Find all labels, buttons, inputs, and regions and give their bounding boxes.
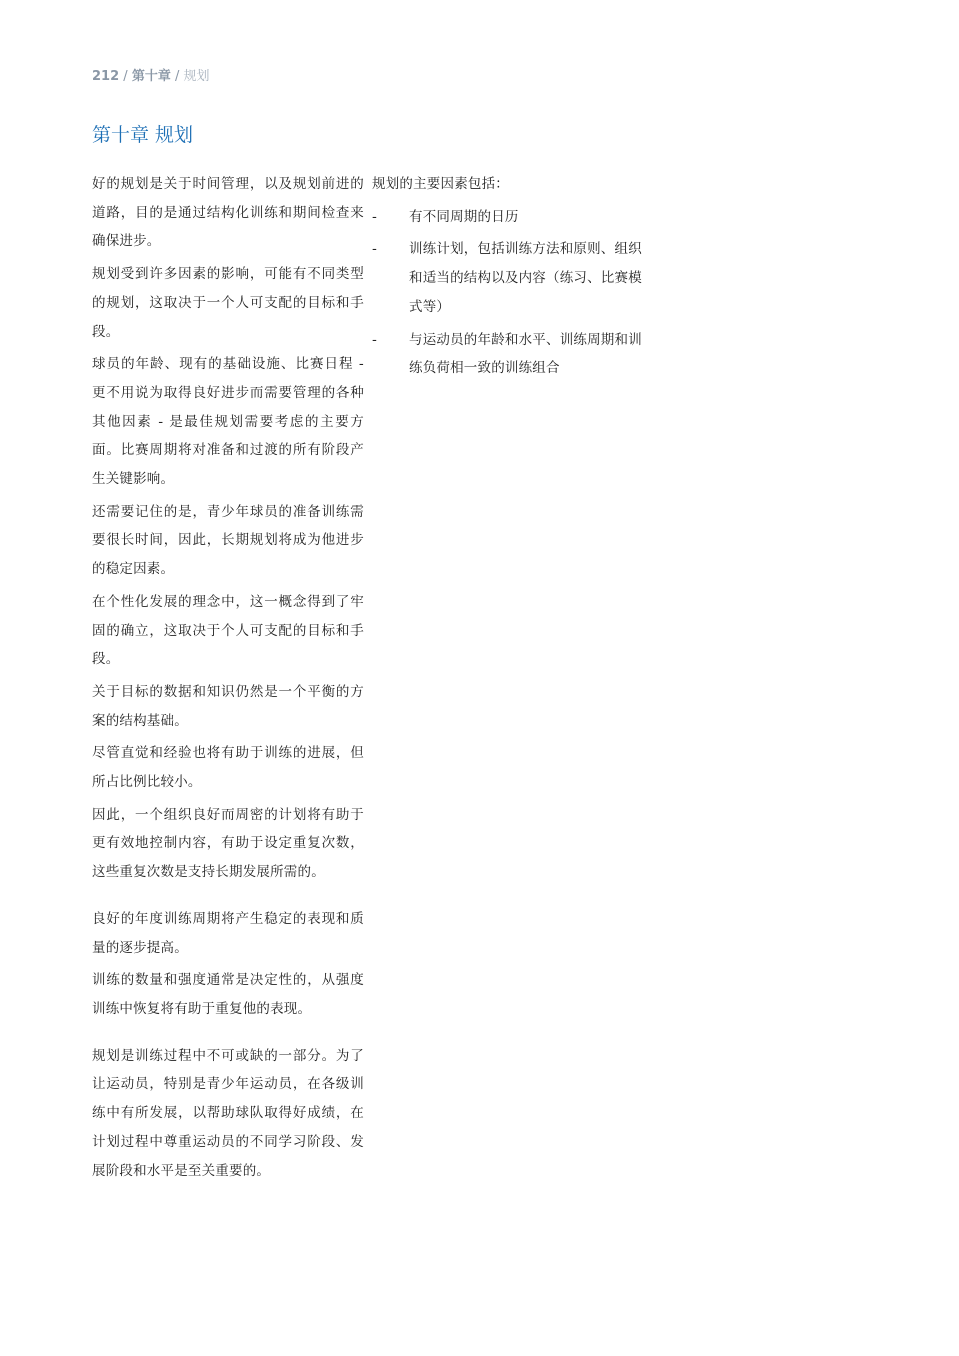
planning-factors-list xyxy=(372,203,642,383)
chapter-title: 第十章 规划 xyxy=(92,124,194,146)
body-paragraph: 良好的年度训练周期将产生稳定的表现和质量的逐步提高。 xyxy=(92,910,364,956)
dash-bullet: - xyxy=(372,241,378,258)
running-header xyxy=(92,68,210,86)
dash-bullet: - xyxy=(372,331,378,348)
body-paragraph: 球员的年龄、现有的基础设施、比赛日程 - 更不用说为取得良好进步而需要管理的各种其他因素 - 是最佳规划需要考虑的主要方面。比赛周期将对准备和过渡的所有阶段产生关键影响。 xyxy=(92,356,364,488)
body-paragraph: 关于目标的数据和知识仍然是一个平衡的方案的结构基础。 xyxy=(92,683,364,729)
body-paragraph: 训练的数量和强度通常是决定性的，从强度训练中恢复将有助于重复他的表现。 xyxy=(92,972,364,1017)
page-number: 212 xyxy=(92,69,120,84)
body-paragraph: 规划是训练过程中不可或缺的一部分。为了让运动员，特别是青少年运动员，在各级训练中有所发展，以帮助球队取得好成绩，在计划过程中尊重运动员的不同学习阶段、发展阶段和水平是至关重要的。 xyxy=(92,1047,364,1179)
header-chapter: 第十章 xyxy=(131,69,171,84)
body-paragraph: 还需要记住的是，青少年球员的准备训练需要很长时间，因此，长期规划将成为他进步的稳定因素。 xyxy=(92,503,364,578)
list-item-text: 训练计划，包括训练方法和原则、组织和适当的结构以及内容（练习、比赛模式等） xyxy=(409,241,642,315)
list-intro: 规划的主要因素包括： xyxy=(372,176,509,192)
dash-bullet: - xyxy=(372,208,378,225)
left-column xyxy=(92,170,364,1189)
list-item xyxy=(372,326,642,383)
body-paragraph: 尽管直觉和经验也将有助于训练的进展，但所占比例比较小。 xyxy=(92,745,364,791)
list-item xyxy=(372,203,642,232)
body-paragraph: 规划受到许多因素的影响，可能有不同类型的规划，这取决于一个人可支配的目标和手段。 xyxy=(92,266,364,340)
right-column xyxy=(372,170,642,387)
header-separator: / xyxy=(174,69,180,84)
list-item-text: 有不同周期的日历 xyxy=(409,208,519,225)
list-item xyxy=(372,235,642,321)
body-paragraph: 因此，一个组织良好而周密的计划将有助于更有效地控制内容，有助于设定重复次数，这些重复次数是支持长期发展所需的。 xyxy=(92,806,364,881)
body-paragraph: 在个性化发展的理念中，这一概念得到了牢固的确立，这取决于个人可支配的目标和手段。 xyxy=(92,593,364,668)
header-separator: / xyxy=(123,69,128,84)
header-section: 规划 xyxy=(183,69,210,84)
body-paragraph: 好的规划是关于时间管理，以及规划前进的道路，目的是通过结构化训练和期间检查来确保进步。 xyxy=(92,176,364,250)
list-item-text: 与运动员的年龄和水平、训练周期和训练负荷相一致的训练组合 xyxy=(409,331,642,377)
